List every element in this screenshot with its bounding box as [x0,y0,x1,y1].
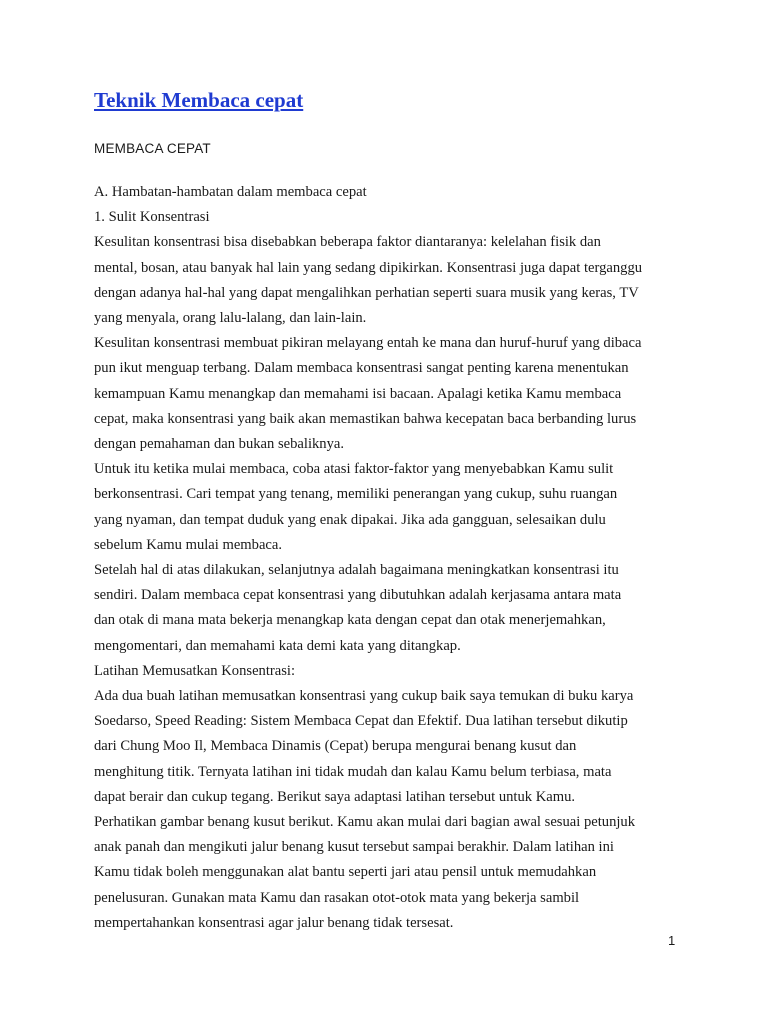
body-line: yang nyaman, dan tempat duduk yang enak dipakai. Jika ada gangguan, selesaikan dulu [94,511,606,528]
document-body [94,180,684,936]
body-line: A. Hambatan-hambatan dalam membaca cepat [94,184,367,200]
body-line: yang menyala, orang lalu-lalang, dan lain-lain. [94,310,367,327]
body-line: Kesulitan konsentrasi membuat pikiran melayang entah ke mana dan huruf-huruf yang dibaca [94,335,642,352]
body-line: Untuk itu ketika mulai membaca, coba atasi faktor-faktor yang menyebabkan Kamu sulit [94,461,614,478]
body-line: dengan pemahaman dan bukan sebaliknya. [94,436,345,453]
body-line: Latihan Memusatkan Konsentrasi: [94,662,296,679]
body-line: 1. Sulit Konsentrasi [94,209,210,226]
body-line: Ada dua buah latihan memusatkan konsentrasi yang cukup baik saya temukan di buku karya [94,688,634,705]
body-line: sendiri. Dalam membaca cepat konsentrasi yang dibutuhkan adalah kerjasama antara mata [94,587,622,604]
body-line: mental, bosan, atau banyak hal lain yang sedang dipikirkan. Konsentrasi juga dapat terganggu [94,259,643,276]
body-line: menghitung titik. Ternyata latihan ini tidak mudah dan kalau Kamu belum terbiasa, mata [94,763,612,780]
body-line: anak panah dan mengikuti jalur benang kusut tersebut sampai berakhir. Dalam latihan ini [94,839,614,856]
body-line: mempertahankan konsentrasi agar jalur benang tidak tersesat. [94,914,454,931]
body-line: mengomentari, dan memahami kata demi kata yang ditangkap. [94,637,461,654]
body-line: cepat, maka konsentrasi yang baik akan memastikan bahwa kecepatan baca berbanding lurus [94,410,637,427]
body-line: penelusuran. Gunakan mata Kamu dan rasakan otot-otok mata yang bekerja sambil [94,889,580,906]
section-heading: MEMBACA CEPAT [94,141,211,156]
body-line: dari Chung Moo Il, Membaca Dinamis (Cepat) berupa mengurai benang kusut dan [94,738,577,755]
body-line: Setelah hal di atas dilakukan, selanjutnya adalah bagaimana meningkatkan konsentrasi itu [94,562,619,579]
body-line: sebelum Kamu mulai membaca. [94,536,283,553]
body-line: Kesulitan konsentrasi bisa disebabkan beberapa faktor diantaranya: kelelahan fisik dan [94,234,601,251]
body-line: kemampuan Kamu menangkap dan memahami isi bacaan. Apalagi ketika Kamu membaca [94,385,622,402]
body-line: pun ikut menguap terbang. Dalam membaca konsentrasi sangat penting karena menentukan [94,360,629,377]
body-line: berkonsentrasi. Cari tempat yang tenang, memiliki penerangan yang cukup, suhu ruangan [94,486,618,503]
document-title-link[interactable]: Teknik Membaca cepat [94,88,304,112]
body-line: dengan adanya hal-hal yang dapat mengalihkan perhatian seperti suara musik yang keras, TV [94,284,639,301]
body-line: dan otak di mana mata bekerja menangkap kata dengan cepat dan otak menerjemahkan, [94,612,606,629]
body-line: Perhatikan gambar benang kusut berikut. Kamu akan mulai dari bagian awal sesuai petunjuk [94,814,636,831]
body-line: dapat berair dan cukup tegang. Berikut saya adaptasi latihan tersebut untuk Kamu. [94,788,576,805]
body-line: Kamu tidak boleh menggunakan alat bantu seperti jari atau pensil untuk memudahkan [94,864,597,881]
page-number: 1 [668,933,676,948]
body-line: Soedarso, Speed Reading: Sistem Membaca Cepat dan Efektif. Dua latihan tersebut dikutip [94,713,628,730]
